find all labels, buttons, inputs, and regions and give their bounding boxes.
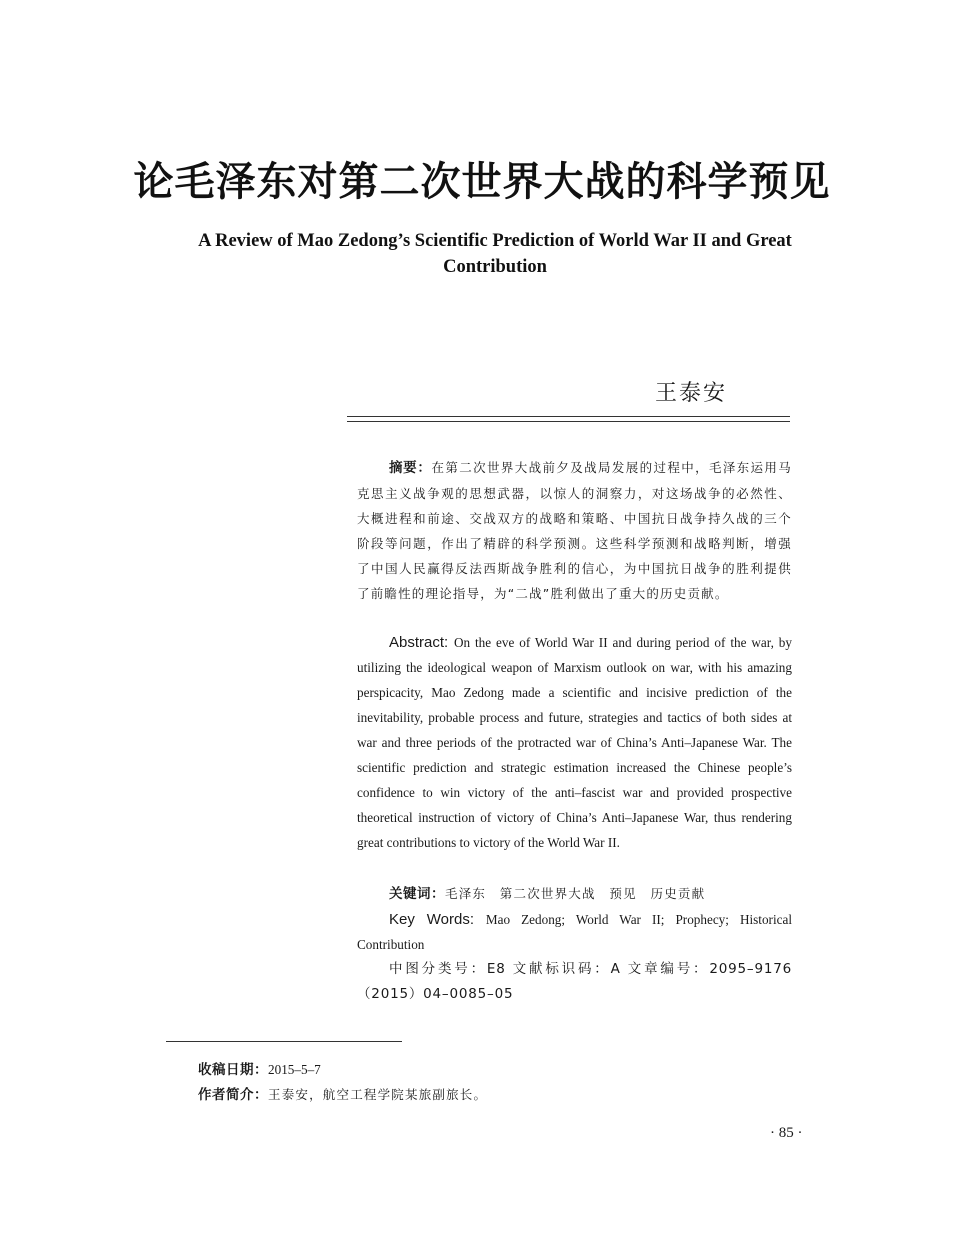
abstract-en-label: Abstract: bbox=[389, 634, 454, 651]
abstract-chinese bbox=[357, 455, 792, 606]
abstract-cn-label: 摘要： bbox=[389, 460, 432, 476]
footnote-received bbox=[198, 1058, 321, 1083]
keywords-english bbox=[357, 907, 792, 957]
keywords-chinese bbox=[357, 881, 792, 907]
footnote-author bbox=[198, 1083, 487, 1108]
title-chinese: 论毛泽东对第二次世界大战的科学预见 bbox=[133, 158, 831, 205]
abstract-cn-text: 在第二次世界大战前夕及战局发展的过程中，毛泽东运用马克思主义战争观的思想武器，以惊人的洞察力，对这场战争的必然性、大概进程和前途、交战双方的战略和策略、中国抗日战争持久战的三个阶段等问题，作出了精辟的科学预测。这些科学预测和战略判断，增强了中国人民赢得反法西斯战争胜利的信心，为中国抗日战争的胜利提供了前瞻性的理论指导，为“二战”胜利做出了重大的历史贡献。 bbox=[357, 460, 792, 601]
keywords-cn-label: 关键词： bbox=[389, 886, 445, 902]
keywords-en-label: Key Words: bbox=[389, 911, 486, 928]
keywords-cn-text: 毛泽东 第二次世界大战 预见 历史贡献 bbox=[445, 886, 706, 901]
classification-line bbox=[357, 957, 792, 1007]
author-name: 王泰安 bbox=[655, 381, 728, 406]
page-number: · 85 · bbox=[770, 1125, 803, 1141]
title-english: A Review of Mao Zedong’s Scientific Prediction of World War II and Great Contribution bbox=[198, 231, 792, 277]
author-bio-text: 王泰安，航空工程学院某旅副旅长。 bbox=[268, 1087, 488, 1102]
header-rule-bottom bbox=[347, 421, 790, 422]
footnote-rule bbox=[166, 1041, 402, 1042]
header-rule-top bbox=[347, 416, 790, 417]
author-bio-label: 作者简介： bbox=[198, 1087, 268, 1103]
received-date: 2015–5–7 bbox=[268, 1062, 321, 1077]
classification-text: 中图分类号：E8 文献标识码：A 文章编号：2095–9176（2015）04–0085–05 bbox=[357, 961, 792, 1002]
received-label: 收稿日期： bbox=[198, 1062, 268, 1078]
abstract-english bbox=[357, 630, 792, 855]
abstract-en-text: On the eve of World War II and during period of the war, by utilizing the ideological weapon of Marxism outlook on war, with his amazing perspicacity, Mao Zedong made a scientific and incisive prediction of the inevitability, probable process and future, strategies and tactics of both sides at war and three periods of the protracted war of China’s Anti–Japanese War. The scientific prediction and strategic estimation increased the Chinese people’s confidence to win victory of the anti–fascist war and provided prospective theoretical instruction of victory of China’s Anti–Japanese War, thus rendering great contributions to victory of the World War II. bbox=[357, 635, 792, 850]
keywords-en-text: Mao Zedong; World War II; Prophecy; Historical Contribution bbox=[357, 912, 792, 952]
